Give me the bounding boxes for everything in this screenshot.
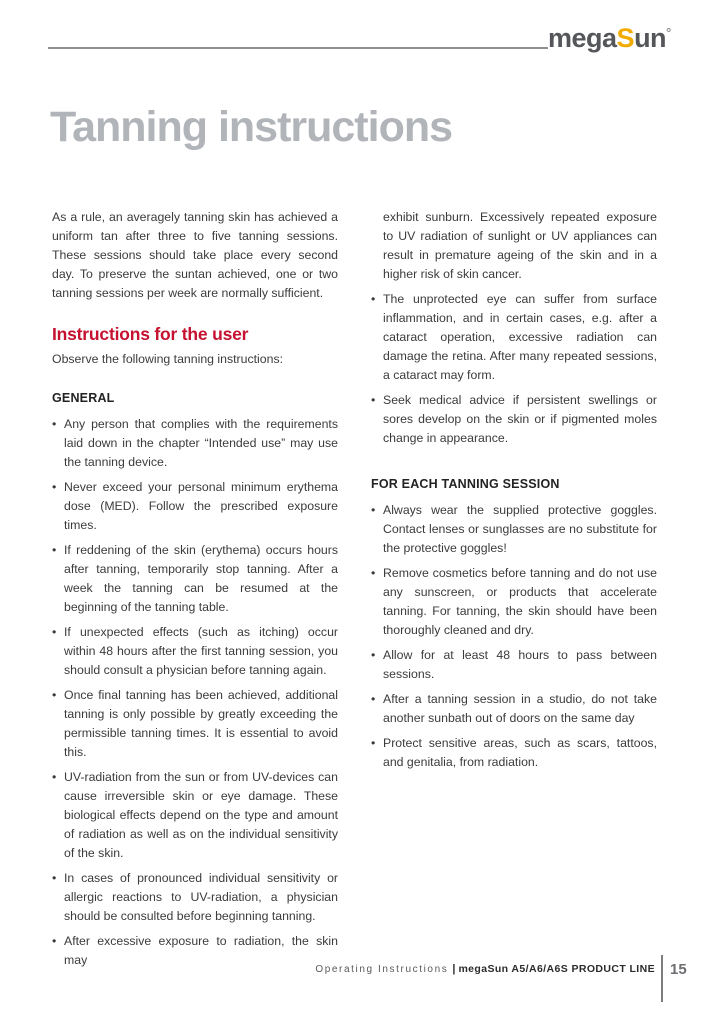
list-item: [371, 290, 657, 385]
list-item: [52, 686, 338, 762]
list-item: [52, 623, 338, 680]
footer-divider-line: [661, 955, 663, 1002]
list-item: [371, 501, 657, 558]
list-item-text: In cases of pronounced individual sensitivity or allergic reactions to UV-radiation, a physician should be consulted before beginning tanning.: [64, 871, 338, 923]
bullet-icon: •: [371, 292, 376, 306]
list-item: [371, 690, 657, 728]
footer-product-line: megaSun A5/A6/A6S PRODUCT LINE: [458, 963, 655, 975]
list-item: [52, 478, 338, 535]
list-item-text: The unprotected eye can suffer from surface inflammation, and in certain cases, e.g. after a cataract operation, excessive radiation can damage the retina. After many repeated sessions, a cataract may form.: [383, 292, 657, 382]
right-column: [371, 208, 657, 970]
bullet-icon: •: [371, 736, 376, 750]
list-item: [52, 541, 338, 617]
logo-text-suffix: un: [634, 23, 667, 53]
footer: [315, 963, 655, 975]
bullet-icon: •: [52, 480, 57, 494]
list-item-text: Always wear the supplied protective goggles. Contact lenses or sunglasses are no substitute for the protective goggles!: [383, 503, 657, 555]
list-item-text: Never exceed your personal minimum erythema dose (MED). Follow the prescribed exposure times.: [64, 480, 338, 532]
list-item-text: Once final tanning has been achieved, additional tanning is only possible by greatly exceeding the permissible tanning times. It is essential to avoid this.: [64, 688, 338, 759]
list-item-text: Seek medical advice if persistent swellings or sores develop on the skin or if pigmented moles change in appearance.: [383, 393, 657, 445]
list-item-text: If unexpected effects (such as itching) occur within 48 hours after the first tanning session, you should consult a physician before tanning again.: [64, 625, 338, 677]
list-item-text: After a tanning session in a studio, do not take another sunbath out of doors on the same day: [383, 692, 657, 725]
list-item: [52, 415, 338, 472]
page-title: Tanning instructions: [50, 103, 453, 151]
list-item: [52, 932, 338, 970]
list-item: [371, 734, 657, 772]
header-divider-line: [48, 47, 548, 49]
bullet-icon: •: [52, 625, 57, 639]
list-item-text: Allow for at least 48 hours to pass between sessions.: [383, 648, 657, 681]
megasun-logo: [548, 23, 671, 54]
list-item: [371, 646, 657, 684]
bullet-icon: •: [371, 648, 376, 662]
bullet-icon: •: [52, 417, 57, 431]
logo-text-prefix: mega: [548, 23, 617, 53]
bullet-icon: •: [52, 871, 57, 885]
bullet-icon: •: [52, 934, 57, 948]
general-bullet-list: [52, 415, 338, 970]
trademark-icon: °: [666, 25, 671, 40]
bullet-icon: •: [52, 543, 57, 557]
continuation-paragraph: exhibit sunburn. Excessively repeated exposure to UV radiation of sunlight or UV appliances can result in premature ageing of the skin and in a higher risk of skin cancer.: [383, 210, 657, 281]
list-item-text: After excessive exposure to radiation, the skin may: [64, 934, 338, 967]
list-item: [52, 869, 338, 926]
list-item: [52, 768, 338, 863]
list-item-text: If reddening of the skin (erythema) occurs hours after tanning, temporarily stop tanning. After a week the tanning can be resumed at the beginning of the tanning table.: [64, 543, 338, 614]
logo-text-accent: S: [616, 23, 635, 53]
list-item-text: Protect sensitive areas, such as scars, tattoos, and genitalia, from radiation.: [383, 736, 657, 769]
group-heading-for-each-tanning-session: FOR EACH TANNING SESSION: [371, 477, 560, 491]
list-item: [371, 564, 657, 640]
section-heading-instructions-for-user: Instructions for the user: [52, 324, 249, 344]
bullet-icon: •: [371, 393, 376, 407]
bullet-icon: •: [371, 503, 376, 517]
general-bullet-list-continued: [371, 290, 657, 448]
section-subtext: Observe the following tanning instructions:: [52, 352, 284, 366]
left-column: [52, 208, 338, 970]
session-bullet-list: [371, 501, 657, 772]
page-number: 15: [670, 961, 687, 978]
list-item-text: UV-radiation from the sun or from UV-devices can cause irreversible skin or eye damage. These biological effects depend on the type and amount of radiation as well as on the individual sensitivity of the skin.: [64, 770, 338, 860]
footer-separator: |: [452, 963, 456, 975]
bullet-icon: •: [371, 692, 376, 706]
list-item: [371, 391, 657, 448]
bullet-icon: •: [371, 566, 376, 580]
intro-paragraph: As a rule, an averagely tanning skin has achieved a uniform tan after three to five tanning sessions. These sessions should take place every second day. To preserve the suntan achieved, one or two tanning sessions per week are normally sufficient.: [52, 210, 338, 300]
group-heading-general: GENERAL: [52, 391, 115, 405]
footer-doc-label: Operating Instructions: [315, 964, 449, 975]
content-columns: [52, 208, 657, 970]
bullet-icon: •: [52, 770, 57, 784]
bullet-icon: •: [52, 688, 57, 702]
list-item-text: Remove cosmetics before tanning and do not use any sunscreen, or products that accelerate tanning. For tanning, the skin should have been thoroughly cleaned and dry.: [383, 566, 657, 637]
list-item-text: Any person that complies with the requirements laid down in the chapter “Intended use” may use the tanning device.: [64, 417, 338, 469]
